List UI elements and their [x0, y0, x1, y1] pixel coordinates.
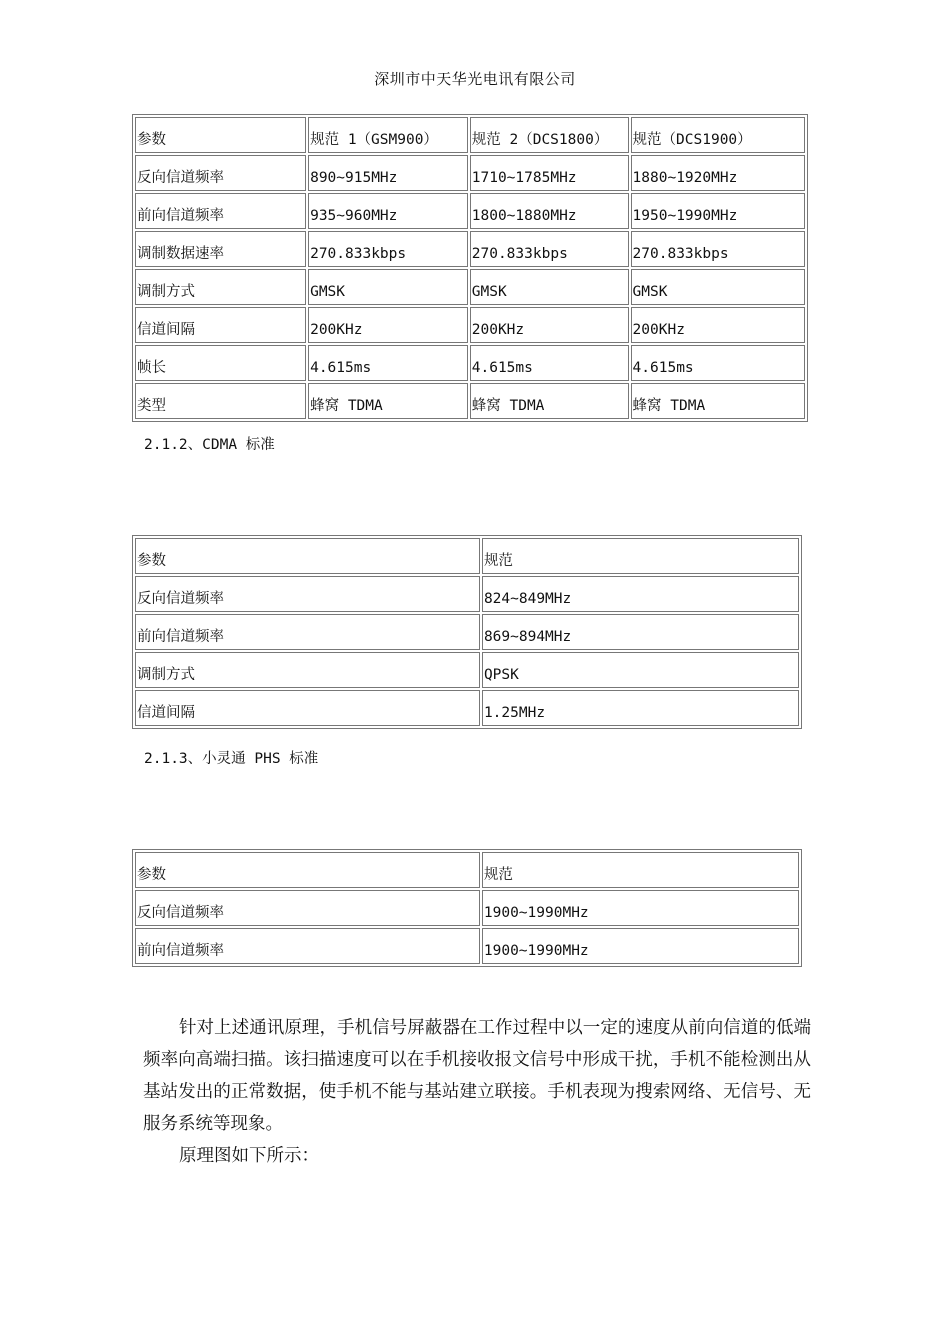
table-row [135, 652, 799, 688]
table-cell: 调制方式 [135, 269, 306, 305]
table-row [135, 269, 805, 305]
table-cell: 200KHz [631, 307, 805, 343]
table-cell: 蜂窝 TDMA [470, 383, 629, 419]
page-header-company: 深圳市中天华光电讯有限公司 [374, 70, 576, 88]
table-cell: 前向信道频率 [135, 193, 306, 229]
table-cell: 参数 [135, 117, 306, 153]
table-cell: 参数 [135, 538, 480, 574]
table-cell: QPSK [482, 652, 799, 688]
table-cell: GMSK [631, 269, 805, 305]
table-cell: 信道间隔 [135, 690, 480, 726]
table-cell: 调制数据速率 [135, 231, 306, 267]
table-cell: 4.615ms [631, 345, 805, 381]
table-row [135, 155, 805, 191]
table-cell: 270.833kbps [308, 231, 468, 267]
table-row [135, 117, 805, 153]
table-cell: 4.615ms [308, 345, 468, 381]
table-cell: 反向信道频率 [135, 576, 480, 612]
table-row [135, 231, 805, 267]
table-cell: 1.25MHz [482, 690, 799, 726]
gsm-spec-table [132, 114, 808, 422]
table-cell: 蜂窝 TDMA [308, 383, 468, 419]
table-cell: 824~849MHz [482, 576, 799, 612]
table-cell: 规范（DCS1900） [631, 117, 805, 153]
table-cell: 1900~1990MHz [482, 928, 799, 964]
table-cell: 前向信道频率 [135, 928, 480, 964]
table-row [135, 852, 799, 888]
phs-spec-table [132, 849, 802, 967]
table-cell: 1950~1990MHz [631, 193, 805, 229]
table-cell: 1710~1785MHz [470, 155, 629, 191]
table-cell: 调制方式 [135, 652, 480, 688]
table-cell: 270.833kbps [631, 231, 805, 267]
table-cell: 帧长 [135, 345, 306, 381]
table-row [135, 193, 805, 229]
table-cell: 935~960MHz [308, 193, 468, 229]
table-cell: 1900~1990MHz [482, 890, 799, 926]
table-cell: 869~894MHz [482, 614, 799, 650]
table-row [135, 538, 799, 574]
table-cell: 反向信道频率 [135, 155, 306, 191]
phs-section-heading: 2.1.3、小灵通 PHS 标准 [144, 751, 319, 767]
body-paragraph: 针对上述通讯原理，手机信号屏蔽器在工作过程中以一定的速度从前向信道的低端频率向高端扫描。该扫描速度可以在手机接收报文信号中形成干扰，手机不能检测出从基站发出的正常数据，使手机不能与基站建立联接。手机表现为搜索网络、无信号、无服务系统等现象。 [143, 1018, 811, 1134]
table-row [135, 928, 799, 964]
table-cell: 270.833kbps [470, 231, 629, 267]
table-cell: 规范 1（GSM900） [308, 117, 468, 153]
figure-caption-line: 原理图如下所示： [179, 1146, 319, 1166]
table-cell: GMSK [308, 269, 468, 305]
cdma-section-heading: 2.1.2、CDMA 标准 [144, 437, 275, 453]
cdma-spec-table [132, 535, 802, 729]
table-cell: 前向信道频率 [135, 614, 480, 650]
table-row [135, 345, 805, 381]
table-cell: 参数 [135, 852, 480, 888]
table-cell: 反向信道频率 [135, 890, 480, 926]
table-row [135, 614, 799, 650]
table-row [135, 690, 799, 726]
table-cell: 4.615ms [470, 345, 629, 381]
table-cell: 890~915MHz [308, 155, 468, 191]
table-cell: 1880~1920MHz [631, 155, 805, 191]
table-row [135, 307, 805, 343]
table-row [135, 576, 799, 612]
table-row [135, 890, 799, 926]
table-cell: 200KHz [308, 307, 468, 343]
table-cell: 类型 [135, 383, 306, 419]
table-cell: 蜂窝 TDMA [631, 383, 805, 419]
table-cell: 1800~1880MHz [470, 193, 629, 229]
table-cell: GMSK [470, 269, 629, 305]
table-cell: 200KHz [470, 307, 629, 343]
table-cell: 规范 [482, 538, 799, 574]
table-cell: 信道间隔 [135, 307, 306, 343]
table-cell: 规范 [482, 852, 799, 888]
table-row [135, 383, 805, 419]
table-cell: 规范 2（DCS1800） [470, 117, 629, 153]
